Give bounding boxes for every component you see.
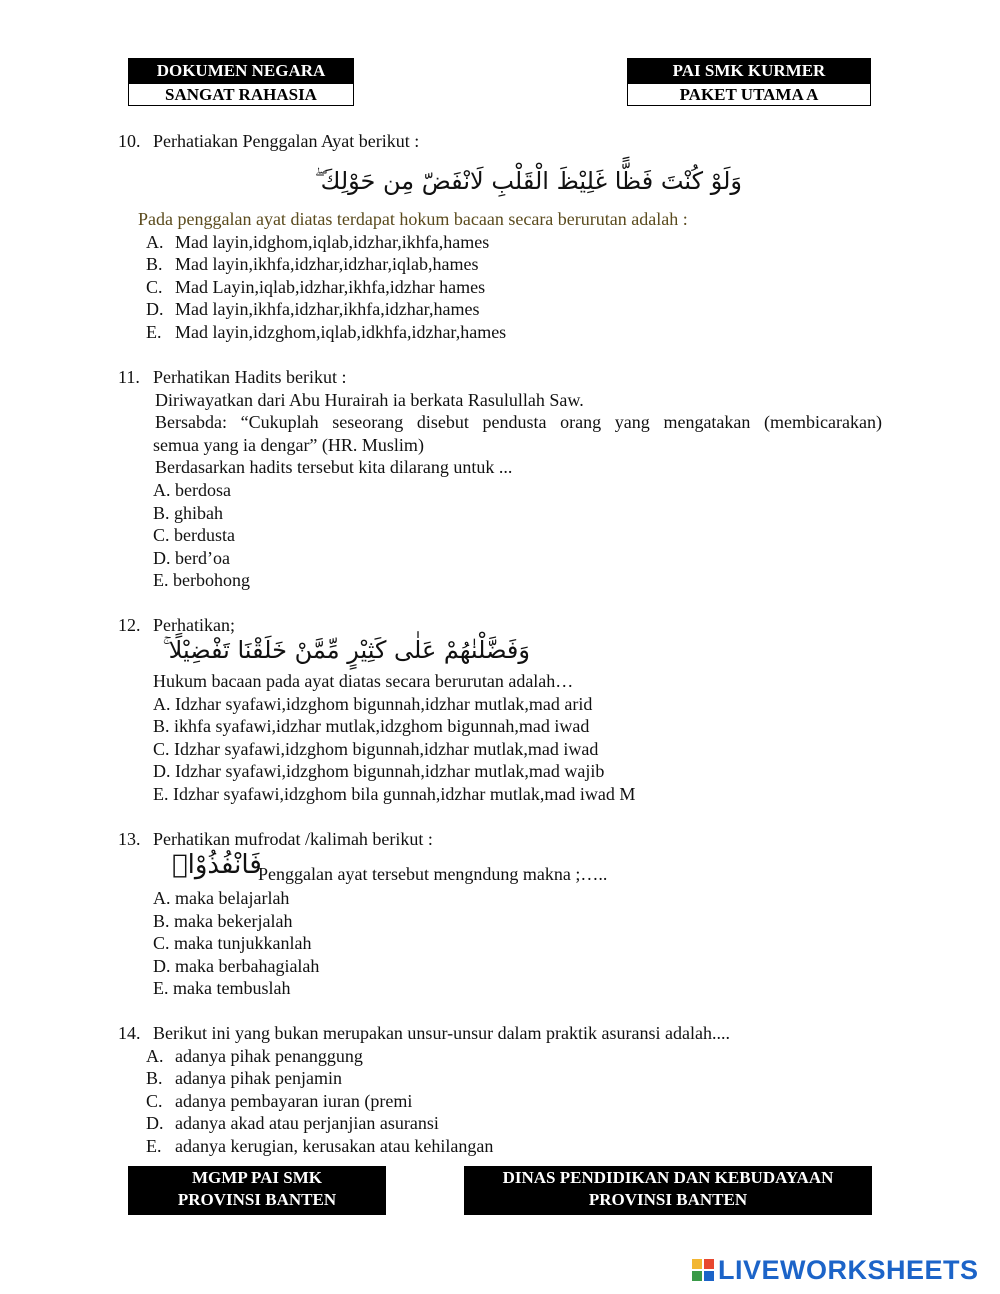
footer-left-line-1: MGMP PAI SMK xyxy=(192,1168,322,1187)
footer-right-line-1: DINAS PENDIDIKAN DAN KEBUDAYAAN xyxy=(502,1168,834,1187)
header-right-box xyxy=(627,58,871,106)
question-number: 10. xyxy=(118,131,141,151)
question-prompt: Perhatikan mufrodat /kalimah berikut : xyxy=(153,829,433,849)
question-number: 14. xyxy=(118,1023,141,1043)
header-right-bottom: PAKET UTAMA A xyxy=(627,84,871,106)
header-left-top: DOKUMEN NEGARA xyxy=(128,58,354,84)
footer-right-box xyxy=(464,1166,872,1215)
option-c[interactable]: C. adanya pembayaran iuran (premi xyxy=(146,1090,413,1111)
option-b[interactable]: B. Mad layin,ikhfa,idzhar,idzhar,iqlab,hames xyxy=(146,254,479,275)
option-d[interactable]: D. Idzhar syafawi,idzghom bigunnah,idzhar mutlak,mad wajib xyxy=(153,761,605,782)
option-c[interactable]: C. berdusta xyxy=(153,525,235,546)
footer-left-line-2: PROVINSI BANTEN xyxy=(177,1190,337,1209)
brand-name: LIVEWORKSHEETS xyxy=(718,1254,979,1285)
option-e[interactable]: E. adanya kerugian, kerusakan atau kehilangan xyxy=(146,1135,494,1156)
option-b[interactable]: B. adanya pihak penjamin xyxy=(146,1068,342,1089)
q12-arabic-verse: وَفَضَّلْنٰهُمْ عَلٰى كَثِيْرٍ مِّمَّنْ خَلَقْنَا تَفْضِيْلًا ۚ xyxy=(162,636,530,664)
option-d[interactable]: D. berd’oa xyxy=(153,547,230,568)
option-e[interactable]: E. berbohong xyxy=(153,570,250,591)
question-text: Penggalan ayat tersebut mengndung makna ;….. xyxy=(258,864,608,884)
question-prompt: Perhatikan Hadits berikut : xyxy=(153,367,347,387)
option-c[interactable]: C. Mad Layin,iqlab,idzhar,ikhfa,idzhar hames xyxy=(146,276,486,297)
q13-arabic-word: فَانْفُذُوْاۗ xyxy=(172,850,262,880)
option-c[interactable]: C. maka tunjukkanlah xyxy=(153,933,312,954)
question-number: 12. xyxy=(118,615,141,635)
question-prompt: Perhatiakan Penggalan Ayat berikut : xyxy=(153,131,420,151)
hadith-line-3: semua yang ia dengar” (HR. Muslim) xyxy=(153,434,424,455)
option-b[interactable]: B. ghibah xyxy=(153,502,224,523)
option-d[interactable]: D. adanya akad atau perjanjian asuransi xyxy=(146,1113,439,1134)
question-13 xyxy=(118,828,888,851)
header-left-box xyxy=(128,58,354,106)
header-right-top: PAI SMK KURMER xyxy=(627,58,871,84)
question-10-body xyxy=(118,208,888,344)
question-14 xyxy=(118,1022,888,1158)
question-11 xyxy=(118,366,888,592)
hadith-line-2: Bersabda: “Cukuplah seseorang disebut pendusta orang yang mengatakan (membicarakan) xyxy=(155,412,882,433)
option-a[interactable]: A. Mad layin,idghom,iqlab,idzhar,ikhfa,hames xyxy=(146,231,490,252)
option-e[interactable]: E. maka tembuslah xyxy=(153,978,291,999)
question-prompt: Perhatikan; xyxy=(153,615,235,635)
option-d[interactable]: D. Mad layin,ikhfa,idzhar,ikhfa,idzhar,hames xyxy=(146,299,480,320)
question-text: Pada penggalan ayat diatas terdapat hokum bacaan secara berurutan adalah : xyxy=(138,209,688,229)
logo-tiles-icon xyxy=(692,1259,714,1281)
option-e[interactable]: E. Mad layin,idzghom,iqlab,idkhfa,idzhar,hames xyxy=(146,321,507,342)
hadith-line-1: Diriwayatkan dari Abu Hurairah ia berkata Rasulullah Saw. xyxy=(155,389,584,410)
question-number: 13. xyxy=(118,829,141,849)
footer-left-box xyxy=(128,1166,386,1215)
question-13-text xyxy=(258,863,758,886)
question-10 xyxy=(118,130,888,153)
option-e[interactable]: E. Idzhar syafawi,idzghom bila gunnah,idzhar mutlak,mad iwad M xyxy=(153,783,636,804)
option-a[interactable]: A. Idzhar syafawi,idzghom bigunnah,idzhar mutlak,mad arid xyxy=(153,693,593,714)
option-a[interactable]: A. berdosa xyxy=(153,479,231,500)
question-text: Berdasarkan hadits tersebut kita dilarang untuk ... xyxy=(155,457,513,478)
option-b[interactable]: B. ikhfa syafawi,idzhar mutlak,idzghom bigunnah,mad iwad xyxy=(153,716,590,737)
question-12 xyxy=(118,614,888,637)
option-b[interactable]: B. maka bekerjalah xyxy=(153,910,293,931)
option-d[interactable]: D. maka berbahagialah xyxy=(153,955,320,976)
question-13-options xyxy=(118,887,888,1000)
question-number: 11. xyxy=(118,367,140,387)
q10-arabic-verse: وَلَوْ كُنْتَ فَظًّا غَلِيْظَ الْقَلْبِ لَانْفَضّ مِن حَوْلِكَ ۖ xyxy=(314,167,742,195)
question-12-body xyxy=(118,670,888,806)
question-text: Hukum bacaan pada ayat diatas secara berurutan adalah… xyxy=(153,671,574,691)
option-a[interactable]: A. maka belajarlah xyxy=(153,888,290,908)
liveworksheets-logo[interactable] xyxy=(692,1254,979,1286)
header-left-bottom: SANGAT RAHASIA xyxy=(128,84,354,106)
question-prompt: Berikut ini yang bukan merupakan unsur-unsur dalam praktik asuransi adalah.... xyxy=(153,1023,730,1043)
footer-right-line-2: PROVINSI BANTEN xyxy=(588,1190,748,1209)
option-a[interactable]: A. adanya pihak penanggung xyxy=(146,1045,363,1066)
option-c[interactable]: C. Idzhar syafawi,idzghom bigunnah,idzhar mutlak,mad iwad xyxy=(153,738,599,759)
